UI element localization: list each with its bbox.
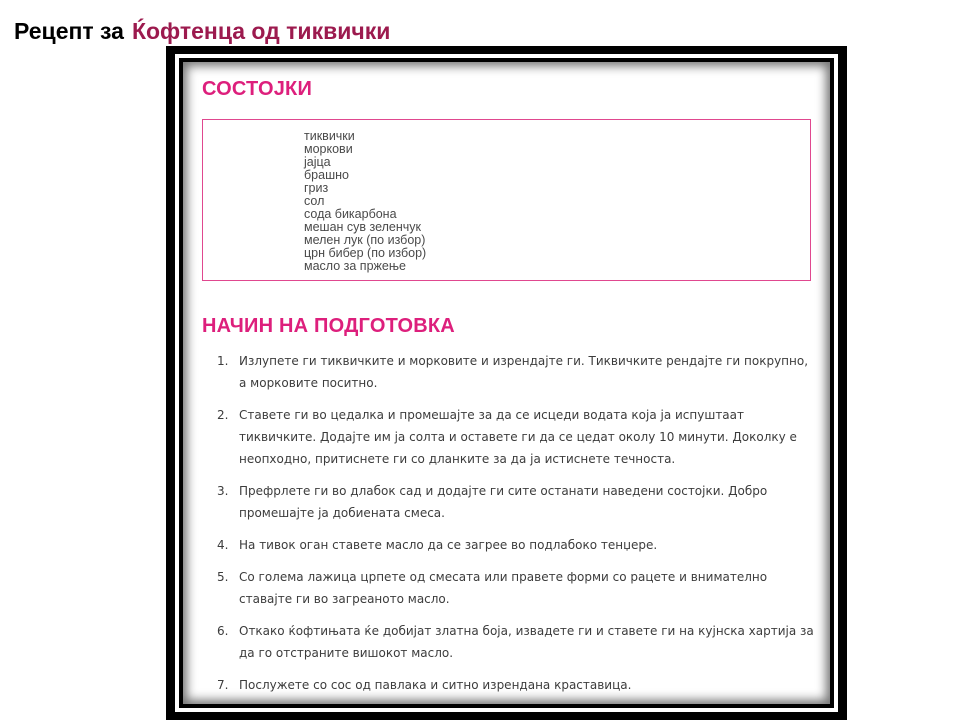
ingredient-name: тиквички — [304, 129, 355, 143]
slide-title — [14, 18, 390, 45]
ingredient-name: брашно — [304, 168, 349, 182]
ingredient-name: јајца — [304, 155, 331, 169]
step-number: 5. — [217, 570, 229, 584]
step-text: Префрлете ги во длабок сад и додајте ги сите останати наведени состојки. Добро промешајте ја добиената смеса. — [239, 484, 768, 520]
method-step — [217, 674, 815, 696]
method-step — [217, 480, 815, 524]
ingredients-heading: СОСТОЈКИ — [202, 78, 313, 100]
method-step — [217, 404, 815, 470]
title-dish-name: Ќофтенца од тиквички — [131, 18, 391, 44]
ingredient-name: сода бикарбона — [304, 207, 397, 221]
title-prefix: Рецепт за — [14, 18, 124, 44]
method-steps-list — [217, 350, 815, 706]
method-step — [217, 566, 815, 610]
ingredients-box — [202, 119, 811, 281]
step-text: Откако ќофтињата ќе добијат златна боја, извадете ги и ставете ги на кујнска хартија за да го отстраните вишокот масло. — [239, 624, 814, 660]
ingredient-name: гриз — [304, 181, 329, 195]
step-number: 4. — [217, 538, 229, 552]
step-text: Со голема лажица црпете од смесата или правете форми со рацете и внимателно ставајте ги во загреаното масло. — [239, 570, 768, 606]
step-text: Ставете ги во цедалка и промешајте за да се исцеди водата која ја испуштаат тиквичките. Додајте им ја солта и оставете ги да се цедат околу 10 минути. Доколку е неопходно, притиснете ги со дланките за да ја истиснете течноста. — [239, 408, 797, 466]
ingredient-name: мешан сув зеленчук — [304, 220, 422, 234]
ingredient-name: мелен лук (по избор) — [304, 233, 426, 247]
recipe-document — [183, 62, 830, 704]
ingredient-name: масло за пржење — [304, 259, 406, 273]
frame-inner — [179, 58, 834, 708]
step-number: 1. — [217, 354, 229, 368]
step-text: Послужете со сос од павлака и ситно изрендана краставица. — [239, 678, 632, 692]
recipe-frame — [166, 46, 847, 720]
ingredient-name: црн бибер (по избор) — [304, 246, 427, 260]
method-step — [217, 534, 815, 556]
method-step — [217, 620, 815, 664]
step-number: 7. — [217, 678, 229, 692]
method-step — [217, 350, 815, 394]
ingredient-name: сол — [304, 194, 325, 208]
step-text: Излупете ги тиквичките и морковите и изрендајте ги. Тиквичките рендајте ги покрупно, а морковите поситно. — [239, 354, 809, 390]
step-number: 2. — [217, 408, 229, 422]
step-text: На тивок оган ставете масло да се загрее во подлабоко тенџере. — [239, 538, 658, 552]
ingredient-name: моркови — [304, 142, 353, 156]
step-number: 6. — [217, 624, 229, 638]
method-heading: НАЧИН НА ПОДГОТОВКА — [202, 315, 455, 337]
step-number: 3. — [217, 484, 229, 498]
